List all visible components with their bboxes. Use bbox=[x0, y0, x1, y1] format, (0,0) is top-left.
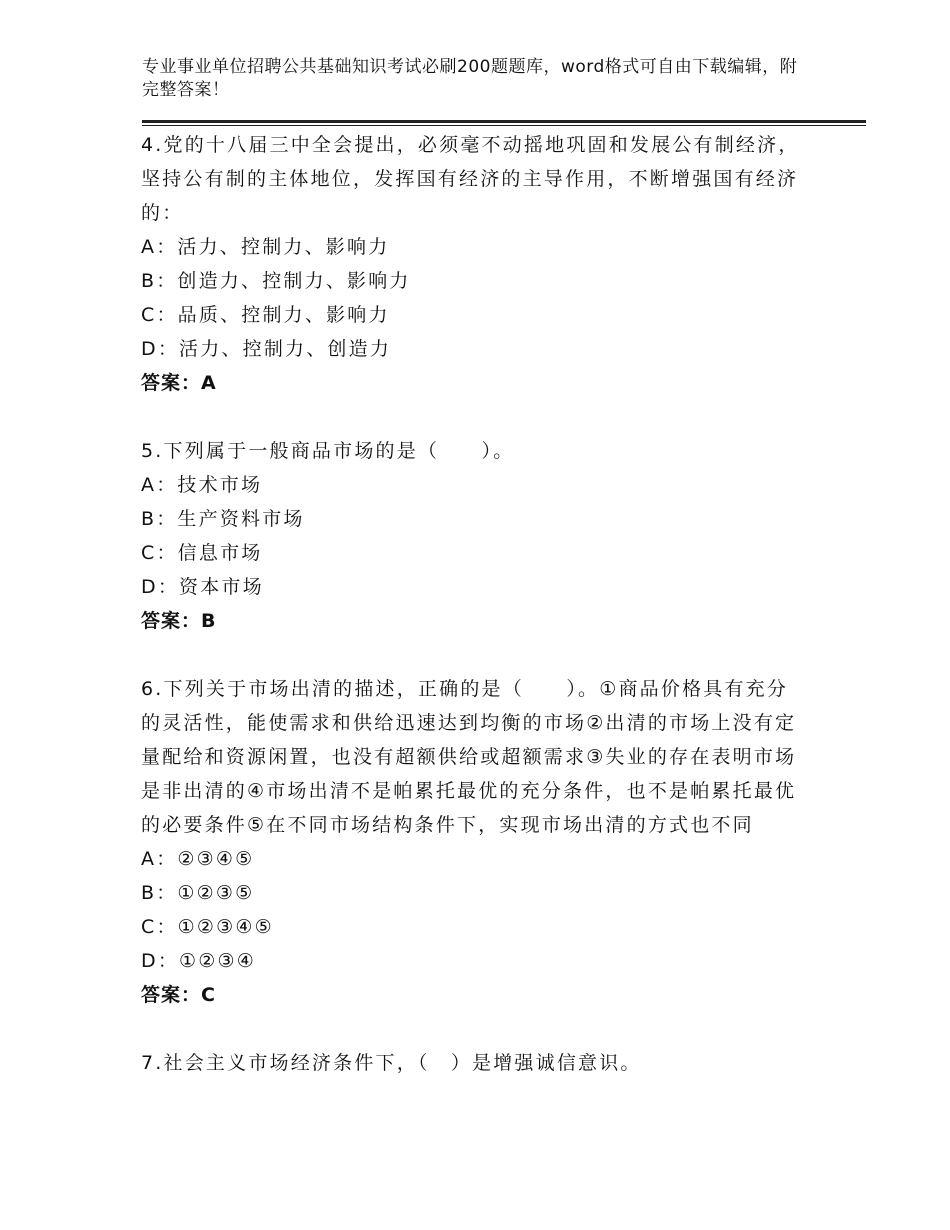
option-b: B：①②③⑤ bbox=[141, 882, 255, 904]
question-stem: 4.党的十八届三中全会提出，必须毫不动摇地巩固和发展公有制经济，坚持公有制的主体地位，发挥国有经济的主导作用，不断增强国有经济的： bbox=[141, 134, 800, 224]
question-7 bbox=[141, 1046, 801, 1080]
option-a: A：技术市场 bbox=[141, 474, 263, 496]
option-b: B：创造力、控制力、影响力 bbox=[141, 270, 411, 292]
answer: 答案：C bbox=[141, 984, 216, 1006]
header-divider bbox=[142, 120, 866, 123]
option-c: C：品质、控制力、影响力 bbox=[141, 304, 390, 326]
option-a: A：活力、控制力、影响力 bbox=[141, 236, 390, 258]
question-list bbox=[141, 128, 801, 1114]
question-stem: 5.下列属于一般商品市场的是（ ）。 bbox=[141, 440, 515, 462]
option-b: B：生产资料市场 bbox=[141, 508, 305, 530]
header-divider-thin bbox=[142, 125, 866, 126]
option-c: C：信息市场 bbox=[141, 542, 263, 564]
question-4 bbox=[141, 128, 801, 400]
option-c: C：①②③④⑤ bbox=[141, 916, 274, 938]
option-d: D：活力、控制力、创造力 bbox=[141, 338, 392, 360]
question-stem: 7.社会主义市场经济条件下，（ ）是增强诚信意识。 bbox=[141, 1052, 642, 1074]
option-d: D：资本市场 bbox=[141, 576, 264, 598]
answer: 答案：A bbox=[141, 372, 217, 394]
answer: 答案：B bbox=[141, 610, 217, 632]
question-6 bbox=[141, 672, 801, 1012]
page-header: 专业事业单位招聘公共基础知识考试必刷200题题库，word格式可自由下载编辑，附完整答案！ bbox=[142, 57, 798, 100]
question-stem: 6.下列关于市场出清的描述，正确的是（ ）。①商品价格具有充分的灵活性，能使需求和供给迅速达到均衡的市场②出清的市场上没有定量配给和资源闲置，也没有超额供给或超额需求③失业的存在表明市场是非出清的④市场出清不是帕累托最优的充分条件，也不是帕累托最优的必要条件⑤在不同市场结构条件下，实现市场出清的方式也不同 bbox=[141, 678, 797, 836]
option-d: D：①②③④ bbox=[141, 950, 256, 972]
option-a: A：②③④⑤ bbox=[141, 848, 255, 870]
question-5 bbox=[141, 434, 801, 638]
